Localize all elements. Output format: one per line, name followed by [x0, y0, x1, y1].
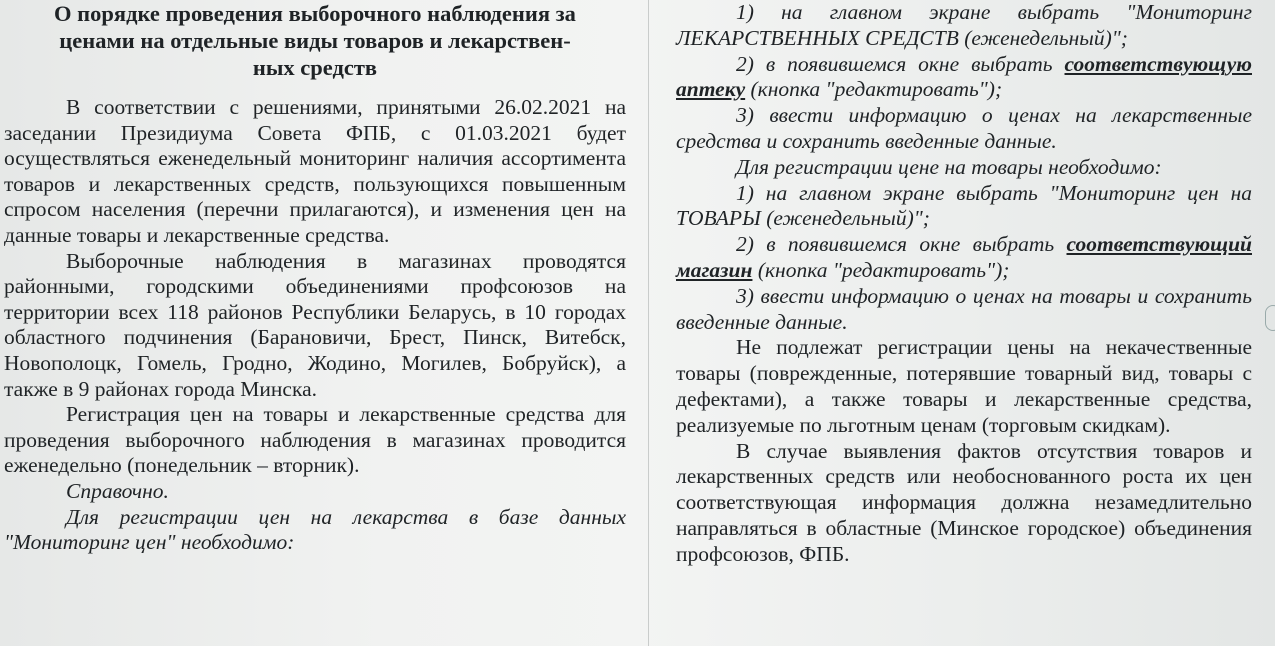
step-text: 2) в появившемся окне выбрать: [736, 232, 1067, 257]
right-column: [676, 0, 1252, 568]
goods-intro: Для регистрации цене на товары необходимо:: [736, 154, 1162, 179]
paragraph-reference: Справочно.: [66, 478, 169, 503]
underlined-store: соответствующий магазин: [676, 232, 1252, 282]
title-line-3: ных средств: [252, 55, 378, 80]
paragraph-decision: В соответствии с решениями, принятыми 26.02.2021 на заседании Президиума Совета ФПБ, с 01.03.2021 будет осуществляться еженедельный мониторинг наличия ассортимента товаров и лекарственных средств, пользующихся повышенным спросом населения (перечни прилагаются), и изменения цен на данные товары и лекарственные средства.: [4, 95, 626, 247]
scroll-indicator[interactable]: [1265, 305, 1275, 331]
step-goods-1: 1) на главном экране выбрать "Мониторинг цен на ТОВАРЫ (еженедельный)";: [676, 180, 1252, 231]
paragraph-medicines-intro: Для регистрации цен на лекарства в базе данных "Мониторинг цен" необходимо:: [4, 504, 626, 555]
title-line-2: ценами на отдельные виды товаров и лекарствен-: [59, 28, 571, 53]
column-divider: [648, 0, 649, 646]
underlined-pharmacy: соответствующую аптеку: [676, 51, 1252, 102]
left-column: [4, 0, 626, 556]
step-text: 2) в появившемся окне выбрать: [736, 51, 1065, 76]
paragraph-violations: В случае выявления фактов отсутствия товаров и лекарственных средств или необоснованного роста их цен соответствующая информация должна незамедлительно направляться в областные (Минское городское) объединения профсоюзов, ФПБ.: [676, 438, 1252, 566]
step-goods-2: [676, 232, 1252, 284]
title-line-1: О порядке проведения выборочного наблюдения за: [54, 1, 576, 26]
paragraph-registration: Регистрация цен на товары и лекарственные средства для проведения выборочного наблюдения в магазинах проводится еженедельно (понедельник – вторник).: [4, 402, 626, 478]
document-title: [4, 0, 626, 81]
step-text: (кнопка "редактировать");: [745, 77, 1003, 102]
paragraph-observations: Выборочные наблюдения в магазинах проводятся районными, городскими объединениями профсоюзов на территории всех 118 районов Республики Беларусь, в 10 городах областного подчинения (Барановичи, Брест, Пинск, Витебск, Новополоцк, Гомель, Гродно, Жодино, Могилев, Бобруйск), а также в 9 районах города Минска.: [4, 248, 626, 401]
paragraph-not-registered: Не подлежат регистрации цены на некачественные товары (поврежденные, потерявшие товарный вид, товары с дефектами), а также товары и лекарственные средства, реализуемые по льготным ценам (торговым скидкам).: [676, 335, 1252, 437]
step-goods-3: 3) ввести информацию о ценах на товары и сохранить введенные данные.: [676, 283, 1252, 334]
step-text: (кнопка "редактировать");: [752, 257, 1010, 282]
step-medicines-2: [676, 52, 1252, 104]
step-medicines-3: 3) ввести информацию о ценах на лекарственные средства и сохранить введенные данные.: [676, 103, 1252, 153]
step-medicines-1: 1) на главном экране выбрать "Мониторинг ЛЕКАРСТВЕННЫХ СРЕДСТВ (еженедельный)";: [676, 0, 1252, 50]
